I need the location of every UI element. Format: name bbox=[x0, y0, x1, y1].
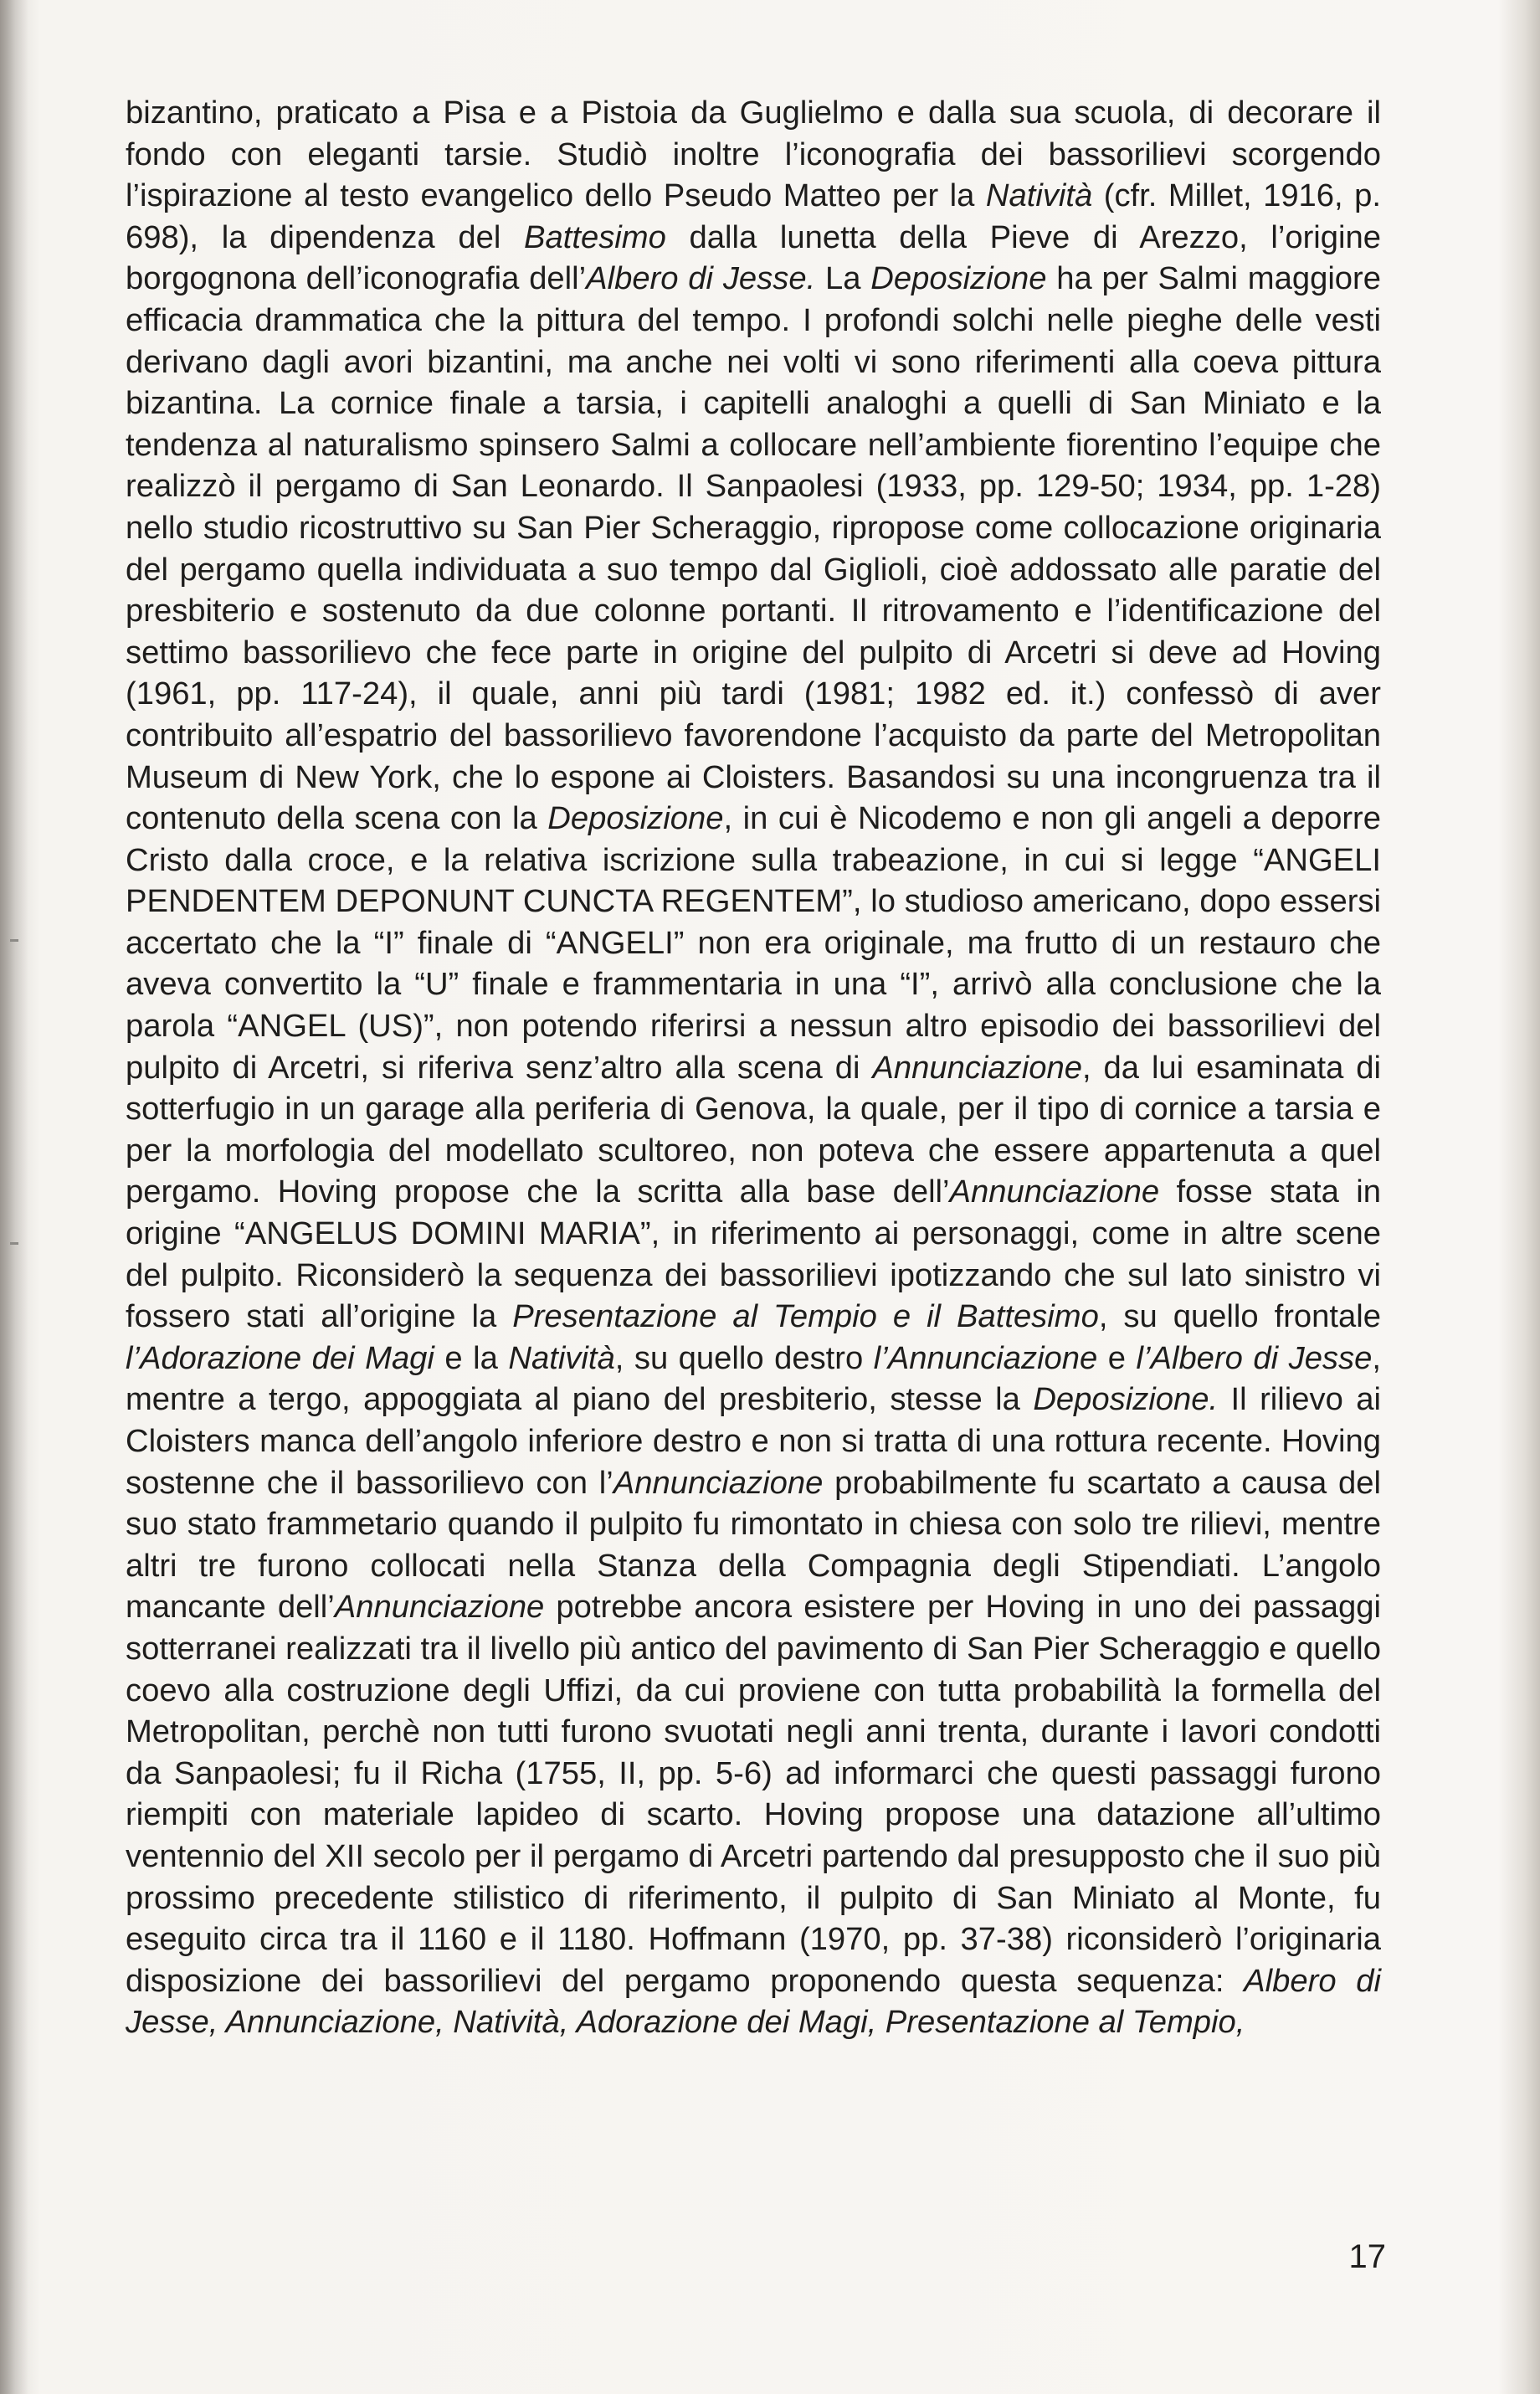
italic-title-text: Annunciazione bbox=[334, 1589, 545, 1626]
italic-title-text: Presentazione al Tempio e il Battesimo bbox=[512, 1298, 1099, 1335]
body-text-run: fosse stata in origine “ANGELUS DOMINI MARIA”, in riferimento ai personaggi, come in altre scene del pulpito. Riconsiderò la sequenza dei bassorilievi ipotizzando che sul lato sinistro vi fossero stati all’origine la bbox=[126, 1174, 1381, 1335]
page-number: 17 bbox=[1348, 2238, 1386, 2275]
body-text-run: Il rilievo ai Cloisters manca dell’angolo inferiore destro e non si tratta di una rottura recente. Hoving sostenne che il bassorilievo con l’ bbox=[126, 1381, 1382, 1501]
body-text-run: e bbox=[1097, 1339, 1137, 1376]
italic-title-text: Deposizione bbox=[870, 260, 1047, 297]
italic-title-text: Annunciazione bbox=[949, 1174, 1160, 1210]
italic-title-text: Deposizione bbox=[547, 800, 724, 837]
italic-title-text: Annunciazione bbox=[613, 1464, 824, 1501]
body-text-run: , su quello frontale bbox=[1098, 1298, 1381, 1335]
body-text-run: , in cui è Nicodemo e non gli angeli a deporre Cristo dalla croce, e la relativa iscrizione sulla trabeazione, in cui si legge “ANGELI PENDENTEM DEPONUNT CUNCTA REGENTEM”, lo studioso americano, dopo essersi accertato che la “I” finale di “ANGELI” non era originale, ma frutto di un restauro che aveva convertito la “U” finale e frammentaria in una “I”, arrivò alla conclusione che la parola “ANGEL (US)”, non potendo riferirsi a nessun altro episodio dei bassorilievi del pulpito di Arcetri, si riferiva senz’altro alla scena di bbox=[126, 800, 1382, 1086]
italic-title-text: Albero di Jesse, Annunciazione, Natività, Adorazione dei Magi, Presentazione al Tempio, bbox=[126, 1962, 1381, 2041]
gutter-mark bbox=[10, 1242, 18, 1245]
italic-title-text: Deposizione. bbox=[1033, 1381, 1219, 1418]
body-text bbox=[126, 92, 1381, 2043]
body-text-run: bizantino, praticato a Pisa e a Pistoia da Guglielmo e dalla sua scuola, di decorare il fondo con eleganti tarsie. Studiò inoltre l’iconografia dei bassorilievi scorgendo l’ispirazione al testo evangelico dello Pseudo Matteo per la bbox=[126, 95, 1381, 214]
italic-title-text: Annunciazione bbox=[872, 1049, 1082, 1086]
italic-title-text: Battesimo bbox=[524, 218, 666, 255]
italic-title-text: Natività bbox=[985, 177, 1093, 214]
italic-title-text: Natività bbox=[508, 1339, 615, 1376]
italic-title-text: l’Annunciazione bbox=[873, 1339, 1098, 1376]
italic-title-text: l’Adorazione dei Magi bbox=[126, 1339, 434, 1376]
body-text-run: , da lui esaminata di sotterfugio in un garage alla periferia di Genova, la quale, per il tipo di cornice a tarsia e per la morfologia del modellato scultoreo, non poteva che essere appartenuta a quel pergamo. Hoving propose che la scritta alla base dell’ bbox=[126, 1049, 1381, 1210]
italic-title-text: l’Albero di Jesse bbox=[1136, 1339, 1373, 1376]
body-text-run: e la bbox=[434, 1339, 509, 1376]
body-text-run: probabilmente fu scartato a causa del suo stato frammetario quando il pulpito fu rimontato in chiesa con solo tre rilievi, mentre altri tre furono collocati nella Stanza della Compagnia degli Stipendiati. L’angolo mancante dell’ bbox=[126, 1464, 1381, 1626]
italic-title-text: Albero di Jesse. bbox=[586, 260, 816, 297]
body-text-run: (cfr. Millet, 1916, p. 698), la dipendenza del bbox=[126, 177, 1381, 255]
binding-shadow bbox=[0, 0, 28, 2394]
body-text-run: potrebbe ancora esistere per Hoving in uno dei passaggi sotterranei realizzati tra il livello più antico del pavimento di San Pier Scheraggio e quello coevo alla costruzione degli Uffizi, da cui proviene con tutta probabilità la formella del Metropolitan, perchè non tutti furono svuotati negli anni trenta, durante i lavori condotti da Sanpaolesi; fu il Richa (1755, II, pp. 5-6) ad informarci che questi passaggi furono riempiti con materiale lapideo di scarto. Hoving propose una datazione all’ultimo ventennio del XII secolo per il pergamo di Arcetri partendo dal presupposto che il suo più prossimo precedente stilistico di riferimento, il pulpito di San Miniato al Monte, fu eseguito circa tra il 1160 e il 1180. Hoffmann (1970, pp. 37-38) riconsiderò l’originaria disposizione dei bassorilievi del pergamo proponendo questa sequenza: bbox=[126, 1589, 1381, 1999]
body-text-run: ha per Salmi maggiore efficacia drammatica che la pittura del tempo. I profondi solchi nelle pieghe delle vesti derivano dagli avori bizantini, ma anche nei volti vi sono riferimenti alla coeva pittura bizantina. La cornice finale a tarsia, i capitelli analoghi a quelli di San Miniato e la tendenza al naturalismo spinsero Salmi a collocare nell’ambiente fiorentino l’equipe che realizzò il pergamo di San Leonardo. Il Sanpaolesi (1933, pp. 129-50; 1934, pp. 1-28) nello studio ricostruttivo su San Pier Scheraggio, ripropose come collocazione originaria del pergamo quella individuata a suo tempo dal Giglioli, cioè addossato alle paratie del presbiterio e sostenuto da due colonne portanti. Il ritrovamento e l’identificazione del settimo bassorilievo che fece parte in origine del pulpito di Arcetri si deve ad Hoving (1961, pp. 117-24), il quale, anni più tardi (1981; 1982 ed. it.) confessò di aver contribuito all’espatrio del bassorilievo favorendone l’acquisto da parte del Metropolitan Museum di New York, che lo espone ai Cloisters. Basandosi su una incongruenza tra il contenuto della scena con la bbox=[126, 260, 1381, 837]
body-text-run: , su quello destro bbox=[614, 1339, 874, 1376]
gutter-mark bbox=[10, 939, 18, 942]
body-text-run: dalla lunetta della Pieve di Arezzo, l’origine borgognona dell’iconografia dell’ bbox=[126, 218, 1381, 297]
body-text-run: , mentre a tergo, appoggiata al piano del presbiterio, stesse la bbox=[126, 1339, 1381, 1418]
body-text-run: La bbox=[815, 260, 871, 297]
